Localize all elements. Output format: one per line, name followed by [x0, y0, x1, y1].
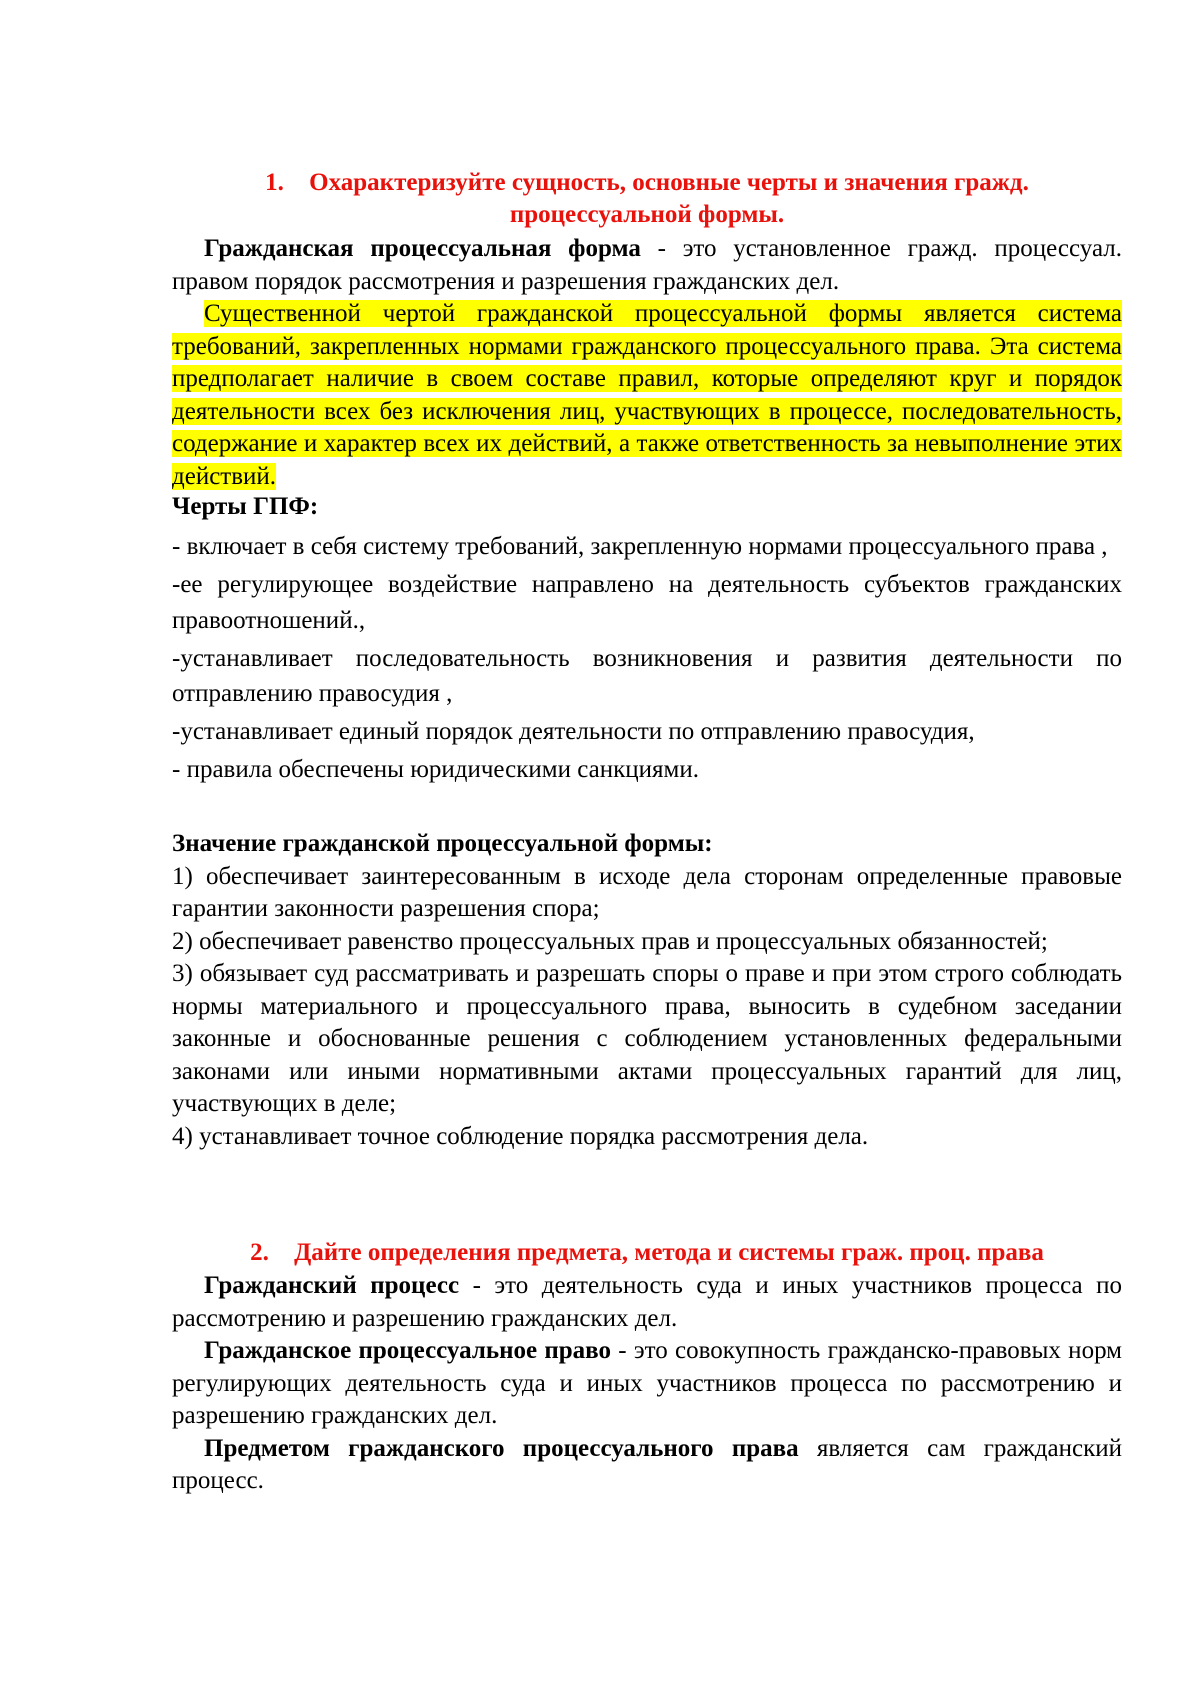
section-2-number: 2. [250, 1239, 269, 1266]
section-2-heading [172, 1237, 1122, 1269]
meaning-item: 2) обеспечивает равенство процессуальных прав и процессуальных обязанностей; [172, 927, 1048, 955]
civil-procedural-law-paragraph [172, 1335, 1122, 1433]
highlighted-paragraph [172, 298, 1122, 493]
feature-item: - правила обеспечены юридическими санкциями. [172, 756, 699, 783]
feature-item: - включает в себя систему требований, закрепленную нормами процессуального права , [172, 533, 1108, 560]
civil-process-paragraph [172, 1270, 1122, 1335]
subject-text: является сам гражданский процесс. [172, 1434, 1122, 1494]
features-heading: Черты ГПФ: [172, 493, 319, 520]
meaning-block [172, 828, 1122, 1153]
section-1-definition [172, 233, 1122, 298]
features-block [172, 491, 1122, 790]
meaning-item: 3) обязывает суд рассматривать и разрешать споры о праве и при этом строго соблюдать нормы материального и процессуального права, выносить в судебном заседании законные и обоснованные решения с соблюдением установленных федеральными законами или иными нормативными актами процессуальных гарантий для лиц, участвующих в деле; [172, 960, 1122, 1117]
features-list [172, 529, 1122, 788]
section-1-title-line1: Охарактеризуйте сущность, основные черты и значения гражд. [309, 169, 1029, 196]
subject-paragraph [172, 1433, 1122, 1498]
definition-term: Гражданская процессуальная форма [204, 235, 641, 262]
definition-paragraph [172, 233, 1122, 298]
feature-item: -устанавливает последовательность возникновения и развития деятельности по отправлению правосудия , [172, 644, 1122, 707]
subject-term: Предметом гражданского процессуального права [204, 1434, 799, 1462]
meaning-item: 1) обеспечивает заинтересованным в исходе дела сторонам определенные правовые гарантии законности разрешения спора; [172, 862, 1122, 922]
civil-process-term: Гражданский процесс [204, 1272, 460, 1299]
section-2-title-text: Дайте определения предмета, метода и системы граж. проц. права [294, 1239, 1044, 1266]
section-1-highlight [172, 298, 1122, 493]
civil-procedural-law-term: Гражданское процессуальное право [204, 1337, 611, 1364]
meaning-heading: Значение гражданской процессуальной формы: [172, 830, 713, 857]
feature-item: -устанавливает единый порядок деятельности по отправлению правосудия, [172, 718, 975, 745]
meaning-item: 4) устанавливает точное соблюдение порядка рассмотрения дела. [172, 1122, 869, 1150]
section-2-body [172, 1270, 1122, 1498]
feature-item: -ее регулирующее воздействие направлено на деятельность субъектов гражданских правоотношений., [172, 571, 1122, 634]
highlighted-text: Существенной чертой гражданской процессуальной формы является система требований, закрепленных нормами гражданского процессуального права. Эта система предполагает наличие в своем составе правил, которые определяют круг и порядок деятельности всех без исключения лиц, участвующих в процессе, последовательность, содержание и характер всех их действий, а также ответственность за невыполнение этих действий. [172, 300, 1122, 490]
section-1-title [172, 167, 1122, 199]
section-1-heading [172, 167, 1122, 231]
civil-procedural-law-text: - это совокупность гражданско-правовых норм регулирующих деятельность суда и иных участников процесса по рассмотрению и разрешению гражданских дел. [172, 1337, 1123, 1429]
section-2-title [172, 1237, 1122, 1269]
section-1-number: 1. [265, 169, 284, 196]
definition-text: - это установленное гражд. процессуал. правом порядок рассмотрения и разрешения гражданских дел. [172, 235, 1122, 295]
section-1-title-line2: процессуальной формы. [509, 201, 785, 228]
civil-process-text: - это деятельность суда и иных участников процесса по рассмотрению и разрешению гражданских дел. [172, 1272, 1122, 1332]
